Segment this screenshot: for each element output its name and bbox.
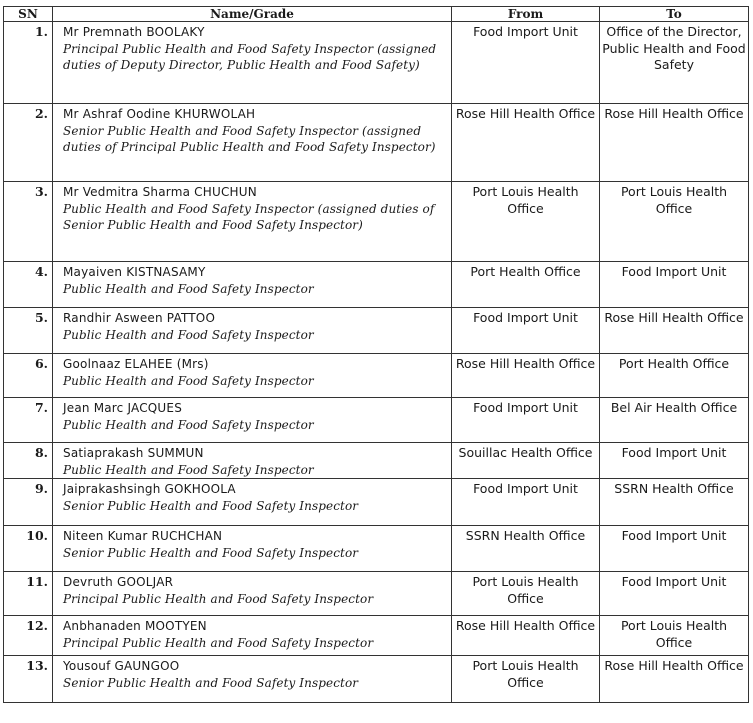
officer-name: Randhir Asween PATTOO xyxy=(63,311,216,325)
row-from-office: Food Import Unit xyxy=(452,479,600,526)
row-serial-number: 9. xyxy=(4,479,53,526)
row-from-office: SSRN Health Office xyxy=(452,526,600,572)
row-serial-number: 6. xyxy=(4,354,53,398)
officer-name: Devruth GOOLJAR xyxy=(63,575,174,589)
row-to-office: Food Import Unit xyxy=(600,262,749,308)
table-row xyxy=(4,22,749,104)
row-name-grade-cell xyxy=(53,572,452,616)
officer-grade: Principal Public Health and Food Safety Inspector xyxy=(63,635,374,650)
row-name-grade-cell xyxy=(53,182,452,262)
officer-name: Anbhanaden MOOTYEN xyxy=(63,619,207,633)
row-to-office: Port Health Office xyxy=(600,354,749,398)
officer-name: Mr Premnath BOOLAKY xyxy=(63,25,205,39)
row-from-office: Food Import Unit xyxy=(452,22,600,104)
row-name-grade-cell xyxy=(53,443,452,479)
table-row xyxy=(4,182,749,262)
officer-grade: Public Health and Food Safety Inspector xyxy=(63,417,314,432)
row-from-office: Port Louis Health Office xyxy=(452,572,600,616)
table-row xyxy=(4,572,749,616)
row-to-office: Food Import Unit xyxy=(600,526,749,572)
officer-grade: Public Health and Food Safety Inspector xyxy=(63,281,314,296)
officer-grade: Senior Public Health and Food Safety Inspector xyxy=(63,498,359,513)
officer-name: Jean Marc JACQUES xyxy=(63,401,183,415)
officer-grade: Public Health and Food Safety Inspector xyxy=(63,327,314,342)
row-from-office: Rose Hill Health Office xyxy=(452,616,600,656)
row-to-office: SSRN Health Office xyxy=(600,479,749,526)
row-to-office: Port Louis Health Office xyxy=(600,616,749,656)
officer-grade: Public Health and Food Safety Inspector xyxy=(63,462,314,477)
row-from-office: Port Health Office xyxy=(452,262,600,308)
transfers-table xyxy=(3,6,749,703)
officer-name: Goolnaaz ELAHEE (Mrs) xyxy=(63,357,209,371)
row-to-office: Food Import Unit xyxy=(600,572,749,616)
row-name-grade-cell xyxy=(53,616,452,656)
table-row xyxy=(4,443,749,479)
row-from-office: Rose Hill Health Office xyxy=(452,104,600,182)
table-row xyxy=(4,354,749,398)
table-row xyxy=(4,616,749,656)
officer-grade: Senior Public Health and Food Safety Inspector xyxy=(63,675,359,690)
row-serial-number: 3. xyxy=(4,182,53,262)
table-row xyxy=(4,479,749,526)
row-serial-number: 13. xyxy=(4,656,53,703)
officer-name: Satiaprakash SUMMUN xyxy=(63,446,204,460)
row-serial-number: 8. xyxy=(4,443,53,479)
officer-name: Yousouf GAUNGOO xyxy=(63,659,180,673)
table-row xyxy=(4,526,749,572)
row-name-grade-cell xyxy=(53,22,452,104)
row-serial-number: 4. xyxy=(4,262,53,308)
row-name-grade-cell xyxy=(53,526,452,572)
header-row xyxy=(4,7,749,22)
officer-grade: Senior Public Health and Food Safety Inspector (assigned duties of Principal Public Health and Food Safety Inspector) xyxy=(63,123,436,154)
row-serial-number: 1. xyxy=(4,22,53,104)
row-name-grade-cell xyxy=(53,398,452,443)
row-serial-number: 5. xyxy=(4,308,53,354)
row-to-office: Office of the Director, Public Health and Food Safety xyxy=(600,22,749,104)
row-name-grade-cell xyxy=(53,308,452,354)
officer-grade: Principal Public Health and Food Safety Inspector (assigned duties of Deputy Director, Public Health and Food Safety) xyxy=(63,41,437,72)
header-to: To xyxy=(600,7,749,22)
officer-grade: Senior Public Health and Food Safety Inspector xyxy=(63,545,359,560)
row-serial-number: 12. xyxy=(4,616,53,656)
row-from-office: Port Louis Health Office xyxy=(452,656,600,703)
row-from-office: Port Louis Health Office xyxy=(452,182,600,262)
row-name-grade-cell xyxy=(53,104,452,182)
officer-name: Mr Vedmitra Sharma CHUCHUN xyxy=(63,185,257,199)
row-name-grade-cell xyxy=(53,656,452,703)
table-row xyxy=(4,262,749,308)
row-from-office: Rose Hill Health Office xyxy=(452,354,600,398)
officer-grade: Principal Public Health and Food Safety Inspector xyxy=(63,591,374,606)
row-from-office: Souillac Health Office xyxy=(452,443,600,479)
officer-grade: Public Health and Food Safety Inspector (assigned duties of Senior Public Health and Food Safety Inspector) xyxy=(63,201,435,232)
row-from-office: Food Import Unit xyxy=(452,398,600,443)
row-to-office: Port Louis Health Office xyxy=(600,182,749,262)
row-to-office: Rose Hill Health Office xyxy=(600,104,749,182)
officer-name: Niteen Kumar RUCHCHAN xyxy=(63,529,223,543)
row-serial-number: 10. xyxy=(4,526,53,572)
row-serial-number: 11. xyxy=(4,572,53,616)
officer-name: Mayaiven KISTNASAMY xyxy=(63,265,206,279)
table-row xyxy=(4,398,749,443)
header-name-grade: Name/Grade xyxy=(53,7,452,22)
header-sn: SN xyxy=(4,7,53,22)
header-from: From xyxy=(452,7,600,22)
officer-grade: Public Health and Food Safety Inspector xyxy=(63,373,314,388)
row-name-grade-cell xyxy=(53,479,452,526)
officer-name: Mr Ashraf Oodine KHURWOLAH xyxy=(63,107,256,121)
row-to-office: Rose Hill Health Office xyxy=(600,656,749,703)
table-row xyxy=(4,656,749,703)
row-name-grade-cell xyxy=(53,262,452,308)
row-serial-number: 2. xyxy=(4,104,53,182)
row-to-office: Rose Hill Health Office xyxy=(600,308,749,354)
table-row xyxy=(4,308,749,354)
officer-name: Jaiprakashsingh GOKHOOLA xyxy=(63,482,236,496)
row-serial-number: 7. xyxy=(4,398,53,443)
row-name-grade-cell xyxy=(53,354,452,398)
table-row xyxy=(4,104,749,182)
row-to-office: Bel Air Health Office xyxy=(600,398,749,443)
row-from-office: Food Import Unit xyxy=(452,308,600,354)
row-to-office: Food Import Unit xyxy=(600,443,749,479)
